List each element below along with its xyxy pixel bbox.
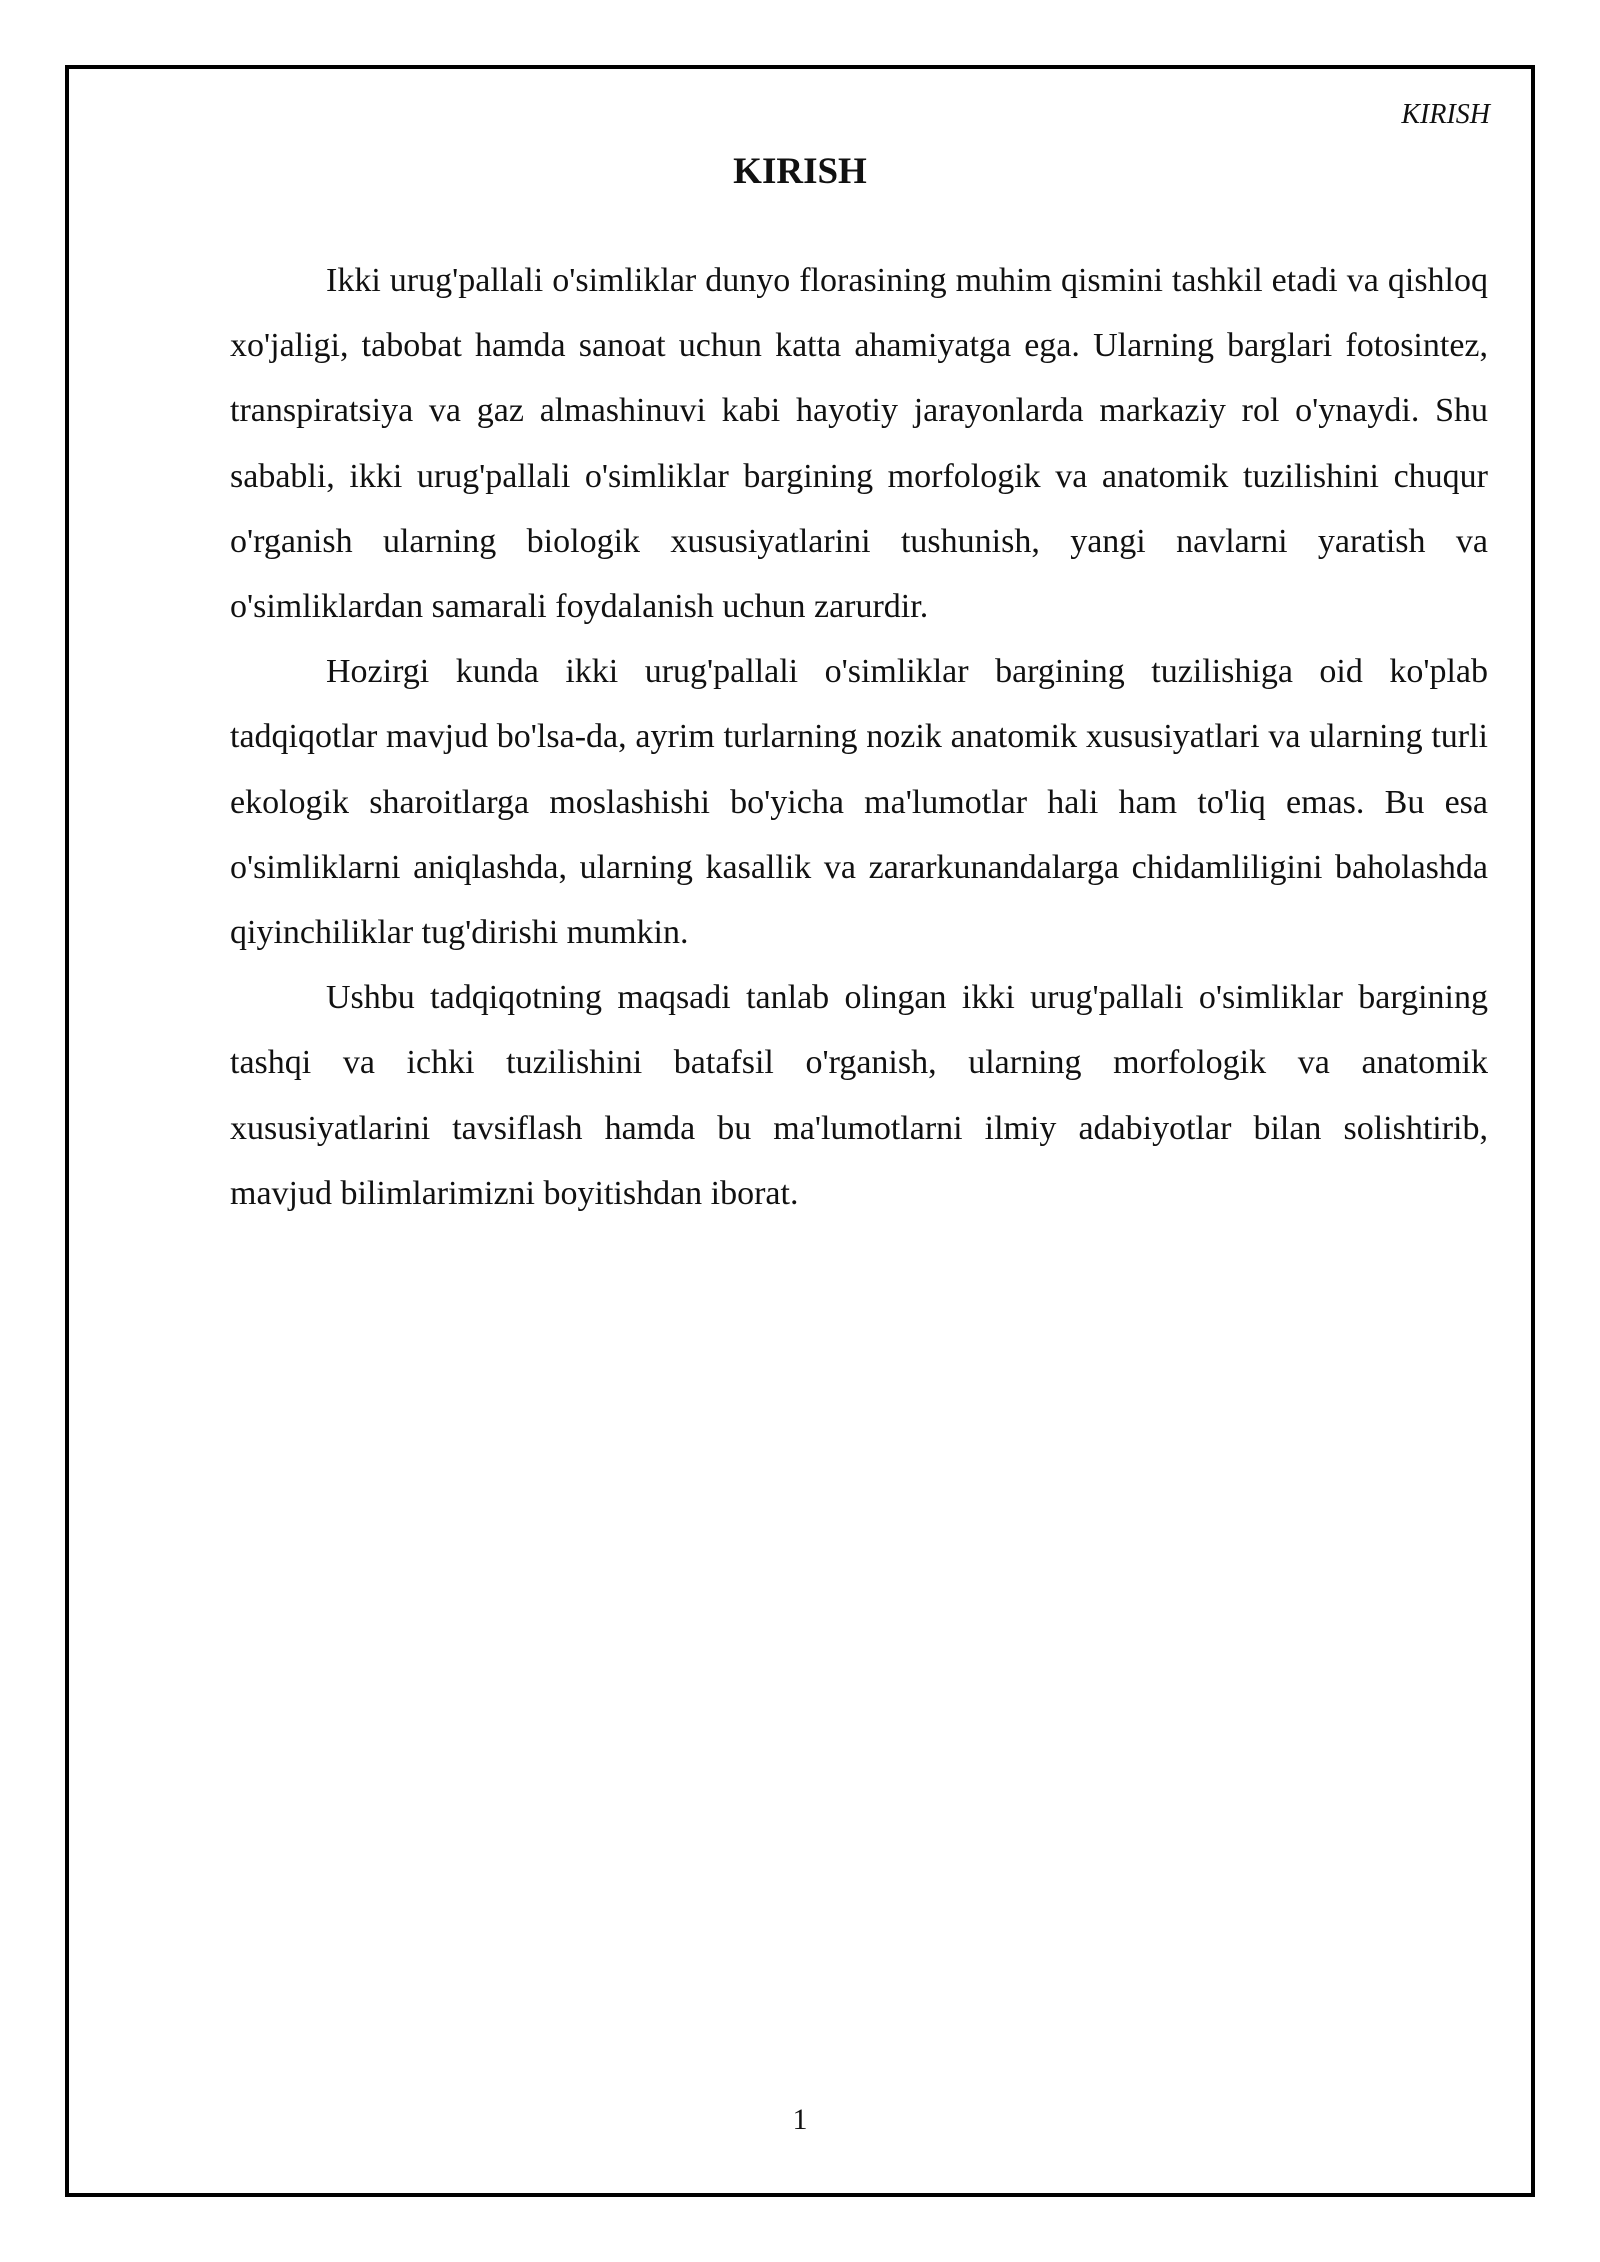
paragraph-2: Hozirgi kunda ikki urug'pallali o'simliklar bargining tuzilishiga oid ko'plab tadqiqotlar mavjud bo'lsa-da, ayrim turlarning nozik anatomik xususiyatlari va ularning turli ekologik sharoitlarga moslashishi bo'yicha ma'lumotlar hali ham to'liq emas. Bu esa o'simliklarni aniqlashda, ularning kasallik va zararkunandalarga chidamliligini baholashda qiyinchiliklar tug'dirishi mumkin. bbox=[230, 653, 1488, 952]
page-title: KIRISH bbox=[733, 151, 867, 192]
paragraph-3: Ushbu tadqiqotning maqsadi tanlab olingan ikki urug'pallali o'simliklar bargining tashqi va ichki tuzilishini batafsil o'rganish, ularning morfologik va anatomik xususiyatlarini tavsiflash hamda bu ma'lumotlarni ilmiy adabiyotlar bilan solishtirib, mavjud bilimlarimizni boyitishdan iborat. bbox=[230, 979, 1488, 1212]
paragraph-1: Ikki urug'pallali o'simliklar dunyo florasining muhim qismini tashkil etadi va qishloq xo'jaligi, tabobat hamda sanoat uchun katta ahamiyatga ega. Ularning barglari fotosintez, transpiratsiya va gaz almashinuvi kabi hayotiy jarayonlarda markaziy rol o'ynaydi. Shu sababli, ikki urug'pallali o'simliklar bargining morfologik va anatomik tuzilishini chuqur o'rganish ularning biologik xususiyatlarini tushunish, yangi navlarni yaratish va o'simliklardan samarali foydalanish uchun zarurdir. bbox=[230, 262, 1488, 626]
body-text bbox=[230, 248, 1488, 1226]
page-number: 1 bbox=[792, 2103, 808, 2136]
running-header: KIRISH bbox=[1401, 99, 1490, 130]
